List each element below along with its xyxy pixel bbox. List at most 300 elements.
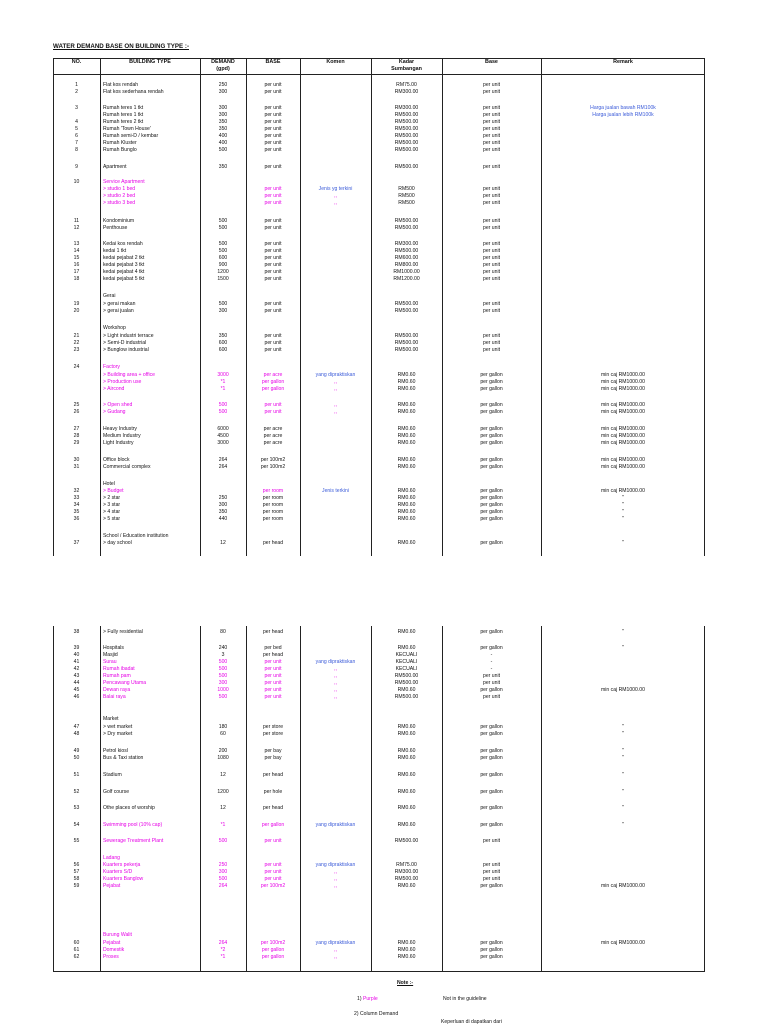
table-row bbox=[53, 308, 705, 315]
base-2: per gallon bbox=[480, 687, 503, 693]
remark: " bbox=[622, 540, 624, 546]
building-type: Rumah ibadat bbox=[103, 666, 135, 672]
demand-value: 500 bbox=[218, 409, 228, 415]
kadar-sumbangan: RM500.00 bbox=[394, 126, 419, 132]
demand-value: 300 bbox=[218, 502, 228, 508]
base-unit: per store bbox=[262, 731, 284, 737]
base-unit: per unit bbox=[264, 862, 282, 868]
row-number: 32 bbox=[73, 488, 80, 494]
header-no: NO. bbox=[71, 59, 82, 65]
base-unit: per unit bbox=[264, 105, 282, 111]
base-2: per unit bbox=[483, 89, 500, 95]
demand-value: 350 bbox=[218, 333, 228, 339]
table-row bbox=[53, 301, 705, 308]
table-row bbox=[53, 883, 705, 890]
kadar-sumbangan: RM800.00 bbox=[394, 262, 419, 268]
table-row bbox=[53, 724, 705, 731]
base-2: - bbox=[490, 666, 493, 672]
kadar-sumbangan: RM0.60 bbox=[397, 379, 416, 385]
demand-value: 1200 bbox=[217, 269, 229, 275]
base-2: per gallon bbox=[480, 488, 503, 494]
table-row bbox=[53, 325, 705, 332]
base-2: per unit bbox=[483, 347, 500, 353]
note-1: 1) Purple bbox=[357, 996, 378, 1002]
table-row bbox=[53, 241, 705, 248]
building-type: Rumah 'Town House' bbox=[103, 126, 151, 132]
building-type: Dewan raya bbox=[103, 687, 131, 693]
base-unit: per unit bbox=[264, 694, 282, 700]
table-row bbox=[53, 186, 705, 193]
row-number: 3 bbox=[75, 105, 78, 111]
base-unit: per room bbox=[262, 509, 284, 515]
komen: ,, bbox=[334, 687, 337, 693]
table-row bbox=[53, 133, 705, 140]
building-type: Kondominium bbox=[103, 218, 135, 224]
base-2: per unit bbox=[483, 147, 500, 153]
building-type: Kedai kos rendah bbox=[103, 241, 143, 247]
table-row bbox=[53, 540, 705, 547]
demand-value: *1 bbox=[220, 386, 226, 392]
table-row bbox=[53, 869, 705, 876]
base-unit: per bay bbox=[264, 748, 282, 754]
demand-value: 3000 bbox=[217, 372, 229, 378]
base-unit: per unit bbox=[264, 112, 282, 118]
building-type: Balai raya bbox=[103, 694, 126, 700]
kadar-sumbangan: RM0.60 bbox=[397, 488, 416, 494]
base-2: per gallon bbox=[480, 509, 503, 515]
kadar-sumbangan: RM0.60 bbox=[397, 516, 416, 522]
base-unit: per unit bbox=[264, 119, 282, 125]
row-number: 27 bbox=[73, 426, 80, 432]
kadar-sumbangan: KECUALI bbox=[395, 666, 418, 672]
base-2: per gallon bbox=[480, 409, 503, 415]
base-unit: per unit bbox=[264, 687, 282, 693]
table-row bbox=[53, 293, 705, 300]
demand-value: 12 bbox=[220, 540, 226, 546]
table-row bbox=[53, 954, 705, 961]
table-row bbox=[53, 386, 705, 393]
kadar-sumbangan: RM500.00 bbox=[394, 333, 419, 339]
header-base: BASE bbox=[265, 59, 281, 65]
building-type: Pejabat bbox=[103, 883, 121, 889]
base-2: per unit bbox=[483, 869, 500, 875]
table-row bbox=[53, 379, 705, 386]
kadar-sumbangan: RM500.00 bbox=[394, 694, 419, 700]
remark: " bbox=[622, 748, 624, 754]
table-row bbox=[53, 659, 705, 666]
remark: min caj RM1000.00 bbox=[601, 883, 645, 889]
base-2: per unit bbox=[483, 186, 500, 192]
table-row bbox=[53, 855, 705, 862]
base-unit: per unit bbox=[264, 193, 282, 199]
row-number: 39 bbox=[73, 645, 80, 651]
komen: ,, bbox=[334, 954, 337, 960]
row-number: 10 bbox=[73, 179, 80, 185]
base-unit: per unit bbox=[264, 147, 282, 153]
base-unit: per head bbox=[262, 772, 284, 778]
table-row bbox=[53, 940, 705, 947]
building-type: Kuarters S/D bbox=[103, 869, 133, 875]
table-row bbox=[53, 645, 705, 652]
table-row bbox=[53, 680, 705, 687]
kadar-sumbangan: RM0.60 bbox=[397, 954, 416, 960]
base-unit: per unit bbox=[264, 276, 282, 282]
row-number: 37 bbox=[73, 540, 80, 546]
kadar-sumbangan: RM0.60 bbox=[397, 440, 416, 446]
kadar-sumbangan: RM0.60 bbox=[397, 502, 416, 508]
building-type: Penthouse bbox=[103, 225, 128, 231]
demand-value: 80 bbox=[220, 629, 226, 635]
demand-value: 500 bbox=[218, 248, 228, 254]
base-unit: per unit bbox=[264, 269, 282, 275]
building-type: Kuarters Banglow bbox=[103, 876, 144, 882]
table-row bbox=[53, 666, 705, 673]
demand-value: 350 bbox=[218, 164, 228, 170]
table-row bbox=[53, 495, 705, 502]
table-row bbox=[53, 947, 705, 954]
building-type: Golf course bbox=[103, 789, 130, 795]
base-2: per gallon bbox=[480, 457, 503, 463]
building-type: Flat kos rendah bbox=[103, 82, 139, 88]
row-number: 53 bbox=[73, 805, 80, 811]
remark: " bbox=[622, 724, 624, 730]
table-row bbox=[53, 932, 705, 939]
kadar-sumbangan: RM500.00 bbox=[394, 838, 419, 844]
base-unit: per head bbox=[262, 629, 284, 635]
base-unit: per room bbox=[262, 502, 284, 508]
komen: ,, bbox=[334, 883, 337, 889]
building-type: Ladang bbox=[103, 855, 120, 861]
demand-value: 60 bbox=[220, 731, 226, 737]
kadar-sumbangan: RM500.00 bbox=[394, 225, 419, 231]
row-number: 6 bbox=[75, 133, 78, 139]
remark: min caj RM1000.00 bbox=[601, 372, 645, 378]
base-unit: per unit bbox=[264, 402, 282, 408]
row-number: 4 bbox=[75, 119, 78, 125]
demand-value: 1080 bbox=[217, 755, 229, 761]
kadar-sumbangan: RM500.00 bbox=[394, 218, 419, 224]
demand-value: 240 bbox=[218, 645, 228, 651]
row-number: 48 bbox=[73, 731, 80, 737]
note-1-text: Not in the guideline bbox=[443, 996, 487, 1002]
remark: min caj RM1000.00 bbox=[601, 386, 645, 392]
building-type: Bus & Taxi station bbox=[103, 755, 144, 761]
demand-value: 6000 bbox=[217, 426, 229, 432]
base-unit: per unit bbox=[264, 347, 282, 353]
building-type: kedai pejabat 5 tkt bbox=[103, 276, 145, 282]
kadar-sumbangan: RM0.60 bbox=[397, 645, 416, 651]
building-type: Flat kos sederhana rendah bbox=[103, 89, 164, 95]
base-unit: per room bbox=[262, 488, 284, 494]
row-number: 2 bbox=[75, 89, 78, 95]
demand-value: *1 bbox=[220, 822, 226, 828]
base-2: per gallon bbox=[480, 748, 503, 754]
building-type: Surau bbox=[103, 659, 117, 665]
demand-value: 500 bbox=[218, 225, 228, 231]
base-2: per unit bbox=[483, 200, 500, 206]
building-type: Rumah teres 2 tkt bbox=[103, 119, 144, 125]
base-2: per gallon bbox=[480, 789, 503, 795]
base-unit: per bed bbox=[264, 645, 282, 651]
header-demand: DEMAND (gpd) bbox=[211, 59, 235, 72]
demand-value: 264 bbox=[218, 457, 228, 463]
base-2: per unit bbox=[483, 140, 500, 146]
remark: " bbox=[622, 731, 624, 737]
building-type: Commercial complex bbox=[103, 464, 151, 470]
base-unit: per 100m2 bbox=[260, 940, 286, 946]
base-2: per unit bbox=[483, 112, 500, 118]
building-type: Medium Industry bbox=[103, 433, 141, 439]
row-number: 42 bbox=[73, 666, 80, 672]
base-2: per gallon bbox=[480, 426, 503, 432]
table-row bbox=[53, 276, 705, 283]
remark: min caj RM1000.00 bbox=[601, 426, 645, 432]
base-unit: per unit bbox=[264, 248, 282, 254]
building-type: Othe places of worship bbox=[103, 805, 155, 811]
row-number: 30 bbox=[73, 457, 80, 463]
demand-value: 350 bbox=[218, 119, 228, 125]
row-number: 43 bbox=[73, 673, 80, 679]
base-2: per gallon bbox=[480, 822, 503, 828]
building-type: Service Apartment bbox=[103, 179, 145, 185]
demand-value: 350 bbox=[218, 509, 228, 515]
table-row bbox=[53, 82, 705, 89]
table-row bbox=[53, 673, 705, 680]
base-unit: per room bbox=[262, 495, 284, 501]
base-2: - bbox=[490, 659, 493, 665]
base-2: per gallon bbox=[480, 947, 503, 953]
water-demand-table-part-1 bbox=[53, 58, 705, 556]
table-row bbox=[53, 364, 705, 371]
table-row bbox=[53, 225, 705, 232]
row-number: 20 bbox=[73, 308, 80, 314]
table-row bbox=[53, 876, 705, 883]
remark: min caj RM1000.00 bbox=[601, 440, 645, 446]
remark: Harga jualan lebih RM100k bbox=[592, 112, 654, 118]
remark: " bbox=[622, 516, 624, 522]
building-type: Rumah Bunglo bbox=[103, 147, 137, 153]
table-row bbox=[53, 147, 705, 154]
base-unit: per unit bbox=[264, 218, 282, 224]
row-number: 58 bbox=[73, 876, 80, 882]
base-unit: per head bbox=[262, 652, 284, 658]
komen: ,, bbox=[334, 947, 337, 953]
demand-value: 264 bbox=[218, 464, 228, 470]
remark: " bbox=[622, 789, 624, 795]
table-row bbox=[53, 200, 705, 207]
building-type: > Fully residential bbox=[103, 629, 143, 635]
komen: ,, bbox=[334, 869, 337, 875]
row-number: 56 bbox=[73, 862, 80, 868]
komen: yang dipraktiskan bbox=[315, 940, 356, 946]
base-unit: per unit bbox=[264, 186, 282, 192]
building-type: > Bunglow industrial bbox=[103, 347, 149, 353]
building-type: Market bbox=[103, 716, 119, 722]
table-row bbox=[53, 748, 705, 755]
base-2: - bbox=[490, 652, 493, 658]
base-unit: per unit bbox=[264, 164, 282, 170]
building-type: Sewerage Treatment Plant bbox=[103, 838, 164, 844]
komen: ,, bbox=[334, 409, 337, 415]
base-2: per unit bbox=[483, 133, 500, 139]
row-number: 11 bbox=[73, 218, 80, 224]
kadar-sumbangan: RM300.00 bbox=[394, 89, 419, 95]
kadar-sumbangan: RM0.60 bbox=[397, 755, 416, 761]
building-type: > Light industri terrace bbox=[103, 333, 154, 339]
demand-value: 300 bbox=[218, 869, 228, 875]
table-row bbox=[53, 516, 705, 523]
table-row bbox=[53, 772, 705, 779]
demand-value: 12 bbox=[220, 772, 226, 778]
kadar-sumbangan: RM0.60 bbox=[397, 629, 416, 635]
remark: " bbox=[622, 502, 624, 508]
kadar-sumbangan: RM500 bbox=[398, 193, 415, 199]
building-type: Petrol kiosl bbox=[103, 748, 128, 754]
kadar-sumbangan: RM500.00 bbox=[394, 140, 419, 146]
building-type: kedai pejabat 4 tkt bbox=[103, 269, 145, 275]
building-type: Hospitals bbox=[103, 645, 124, 651]
demand-value: 1000 bbox=[217, 687, 229, 693]
row-number: 46 bbox=[73, 694, 80, 700]
kadar-sumbangan: RM1000.00 bbox=[393, 269, 420, 275]
header-building-type: BUILDING TYPE bbox=[129, 59, 171, 65]
demand-value: 500 bbox=[218, 673, 228, 679]
base-unit: per unit bbox=[264, 82, 282, 88]
base-2: per unit bbox=[483, 862, 500, 868]
demand-value: 400 bbox=[218, 140, 228, 146]
table-row bbox=[53, 731, 705, 738]
row-number: 33 bbox=[73, 495, 80, 501]
demand-value: *2 bbox=[220, 947, 226, 953]
base-2: per unit bbox=[483, 308, 500, 314]
table-row bbox=[53, 687, 705, 694]
kadar-sumbangan: RM500 bbox=[398, 200, 415, 206]
base-unit: per room bbox=[262, 516, 284, 522]
row-number: 54 bbox=[73, 822, 80, 828]
base-2: per gallon bbox=[480, 954, 503, 960]
water-demand-table-part-2 bbox=[53, 626, 705, 972]
base-2: per gallon bbox=[480, 883, 503, 889]
base-2: per unit bbox=[483, 105, 500, 111]
kadar-sumbangan: RM500.00 bbox=[394, 248, 419, 254]
demand-value: 500 bbox=[218, 659, 228, 665]
base-unit: per head bbox=[262, 540, 284, 546]
table-row bbox=[53, 347, 705, 354]
table-row bbox=[53, 789, 705, 796]
komen: yang dipraktiskan bbox=[315, 862, 356, 868]
row-number: 26 bbox=[73, 409, 80, 415]
building-type: > 4 star bbox=[103, 509, 121, 515]
row-number: 9 bbox=[75, 164, 78, 170]
remark: " bbox=[622, 772, 624, 778]
base-unit: per 100m2 bbox=[260, 457, 286, 463]
row-number: 57 bbox=[73, 869, 80, 875]
row-number: 62 bbox=[73, 954, 80, 960]
base-unit: per acre bbox=[263, 372, 283, 378]
komen: ,, bbox=[334, 193, 337, 199]
base-unit: per unit bbox=[264, 680, 282, 686]
remark: " bbox=[622, 645, 624, 651]
demand-value: *1 bbox=[220, 379, 226, 385]
base-2: per gallon bbox=[480, 464, 503, 470]
row-number: 16 bbox=[73, 262, 80, 268]
table-row bbox=[53, 488, 705, 495]
kadar-sumbangan: RM75.00 bbox=[396, 862, 417, 868]
kadar-sumbangan: RM0.60 bbox=[397, 731, 416, 737]
base-2: per gallon bbox=[480, 379, 503, 385]
kadar-sumbangan: RM500 bbox=[398, 186, 415, 192]
kadar-sumbangan: RM0.60 bbox=[397, 789, 416, 795]
demand-value: 264 bbox=[218, 883, 228, 889]
row-number: 41 bbox=[73, 659, 80, 665]
demand-value: 1500 bbox=[217, 276, 229, 282]
row-number: 19 bbox=[73, 301, 80, 307]
kadar-sumbangan: RM300.00 bbox=[394, 105, 419, 111]
row-number: 31 bbox=[73, 464, 80, 470]
building-type: > 2 star bbox=[103, 495, 121, 501]
demand-value: 300 bbox=[218, 308, 228, 314]
building-type: kedai 1 tkt bbox=[103, 248, 127, 254]
note-2: 2) Column Demand bbox=[354, 1011, 399, 1017]
row-number: 51 bbox=[73, 772, 80, 778]
base-unit: per unit bbox=[264, 869, 282, 875]
base-unit: per unit bbox=[264, 200, 282, 206]
demand-value: 250 bbox=[218, 82, 228, 88]
row-number: 59 bbox=[73, 883, 80, 889]
building-type: School / Education institution bbox=[103, 533, 169, 539]
row-number: 14 bbox=[73, 248, 80, 254]
base-unit: per unit bbox=[264, 255, 282, 261]
kadar-sumbangan: RM0.60 bbox=[397, 372, 416, 378]
kadar-sumbangan: RM500.00 bbox=[394, 119, 419, 125]
building-type: > studio 3 bed bbox=[103, 200, 136, 206]
kadar-sumbangan: RM500.00 bbox=[394, 164, 419, 170]
row-number: 28 bbox=[73, 433, 80, 439]
komen: ,, bbox=[334, 694, 337, 700]
base-unit: per unit bbox=[264, 140, 282, 146]
base-2: per unit bbox=[483, 82, 500, 88]
building-type: Factory bbox=[103, 364, 120, 370]
kadar-sumbangan: RM0.60 bbox=[397, 409, 416, 415]
kadar-sumbangan: KECUALI bbox=[395, 659, 418, 665]
kadar-sumbangan: RM0.60 bbox=[397, 386, 416, 392]
demand-value: 3000 bbox=[217, 440, 229, 446]
table-row bbox=[53, 140, 705, 147]
base-2: per gallon bbox=[480, 402, 503, 408]
base-unit: per unit bbox=[264, 659, 282, 665]
remark: min caj RM1000.00 bbox=[601, 687, 645, 693]
row-number: 1 bbox=[75, 82, 78, 88]
base-2: per unit bbox=[483, 694, 500, 700]
demand-value: 600 bbox=[218, 340, 228, 346]
base-unit: per bay bbox=[264, 755, 282, 761]
building-type: Masjid bbox=[103, 652, 118, 658]
building-type: Apartment bbox=[103, 164, 127, 170]
base-2: per unit bbox=[483, 218, 500, 224]
row-number: 22 bbox=[73, 340, 80, 346]
komen: ,, bbox=[334, 666, 337, 672]
base-2: per gallon bbox=[480, 772, 503, 778]
base-unit: per unit bbox=[264, 308, 282, 314]
kadar-sumbangan: RM500.00 bbox=[394, 876, 419, 882]
table-row bbox=[53, 105, 705, 112]
base-2: per unit bbox=[483, 340, 500, 346]
demand-value: 300 bbox=[218, 105, 228, 111]
demand-value: 500 bbox=[218, 301, 228, 307]
kadar-sumbangan: RM0.60 bbox=[397, 687, 416, 693]
base-unit: per acre bbox=[263, 426, 283, 432]
row-number: 40 bbox=[73, 652, 80, 658]
